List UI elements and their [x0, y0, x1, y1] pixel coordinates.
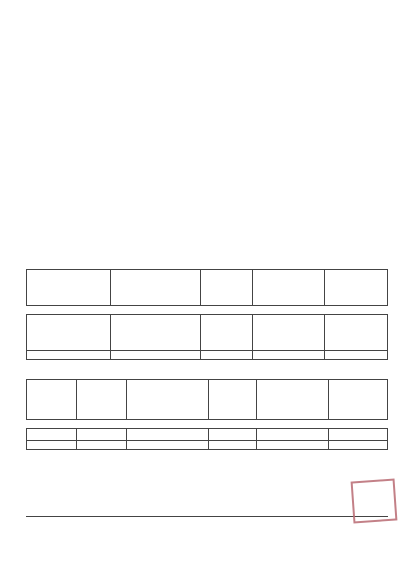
domestic-total-label: [27, 350, 111, 359]
overseas-total-mid: [209, 440, 257, 449]
overseas-expense-table: [26, 370, 388, 450]
domestic-total-mid: [201, 350, 253, 359]
footer-divider: [26, 516, 388, 517]
overseas-total-label: [27, 440, 77, 449]
domestic-expense-table: [26, 260, 388, 360]
domestic-total-amount: [325, 350, 388, 359]
overseas-total-amount: [329, 440, 388, 449]
official-seal-stamp: [351, 479, 398, 524]
